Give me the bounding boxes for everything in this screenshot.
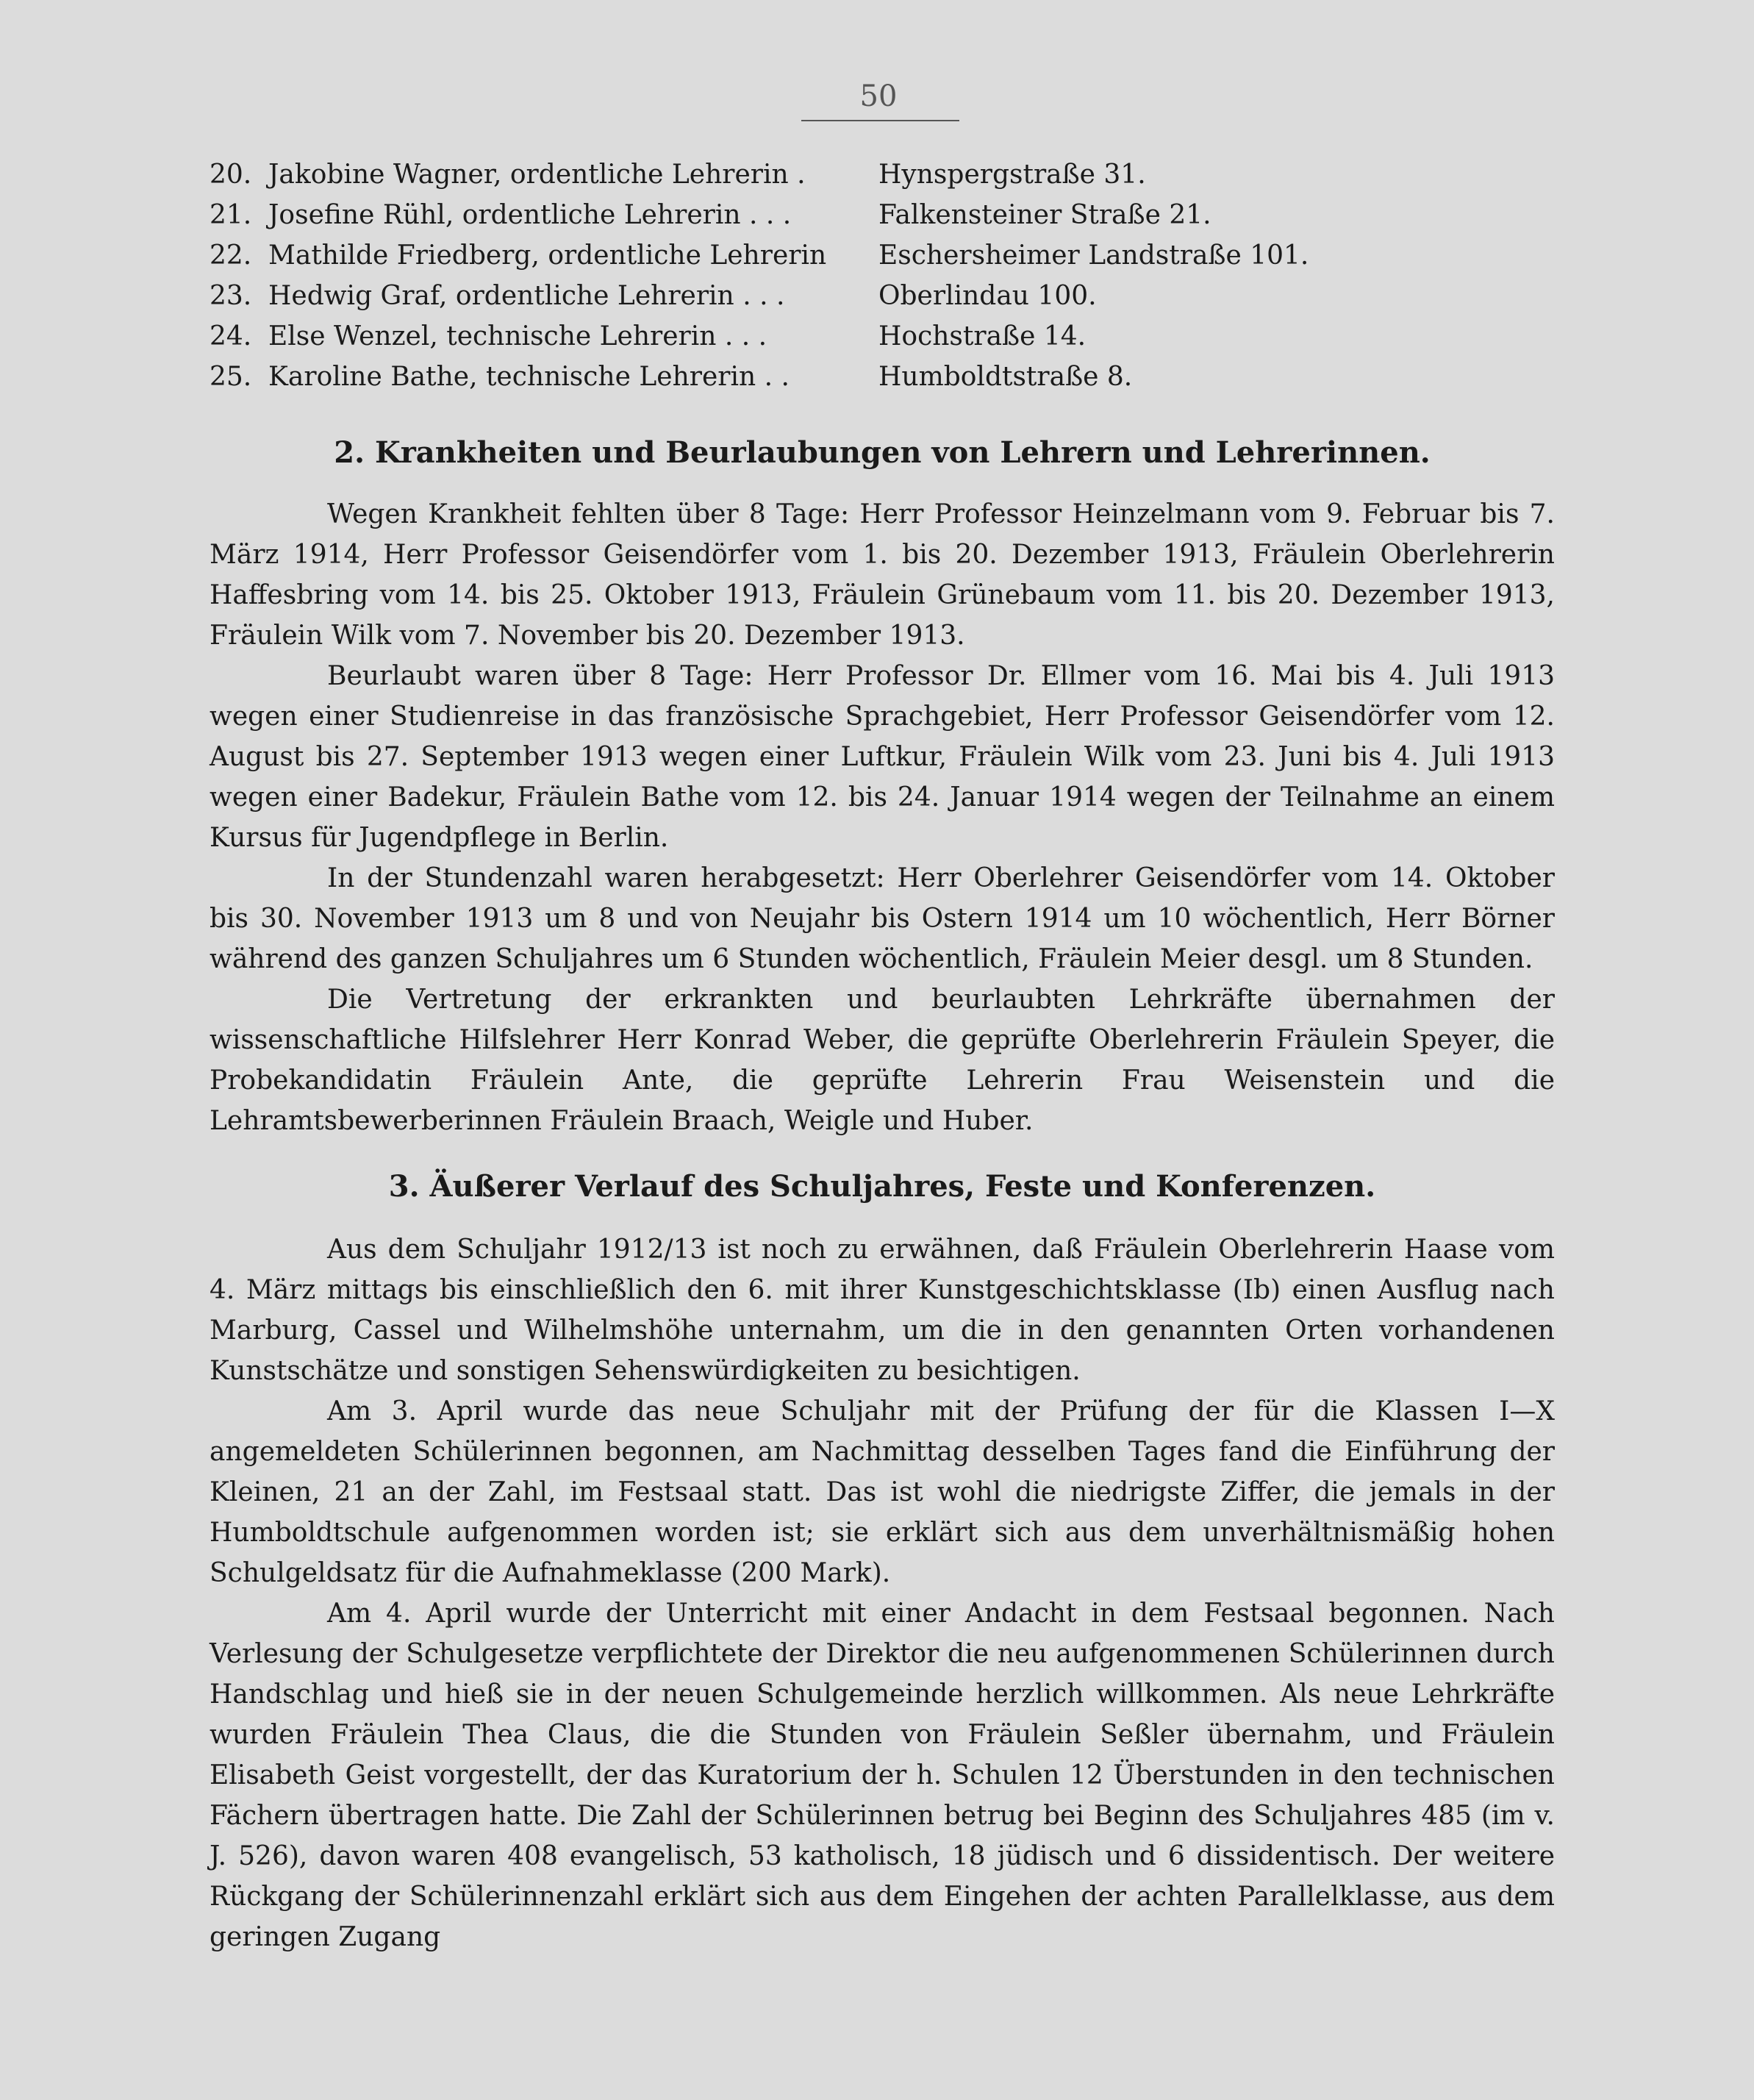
paragraph: Aus dem Schuljahr 1912/13 ist noch zu erwähnen, daß Fräulein Oberlehrerin Haase vom 4. März mittags bis einschließlich den 6. mit ihrer Kunstgeschichtsklasse (Ib) einen Ausflug nach Marburg, Cassel und Wilhelmshöhe unternahm, um die in den genannten Orten vorhandenen Kunstschätze und sonstigen Sehenswürdigkeiten zu besichtigen. xyxy=(210,1235,1555,1386)
section-2-body xyxy=(210,494,1555,1141)
paragraph: Am 4. April wurde der Unterricht mit einer Andacht in dem Festsaal begonnen. Nach Verlesung der Schulgesetze verpflichtete der Direktor die neu aufgenommenen Schülerinnen durch Handschlag und hieß sie in der neuen Schulgemeinde herzlich willkommen. Als neue Lehrkräfte wurden Fräulein Thea Claus, die die Stunden von Fräulein Seßler übernahm, und Fräulein Elisabeth Geist vorgestellt, der das Kuratorium der h. Schulen 12 Überstunden in den technischen Fächern übertragen hatte. Die Zahl der Schülerinnen betrug bei Beginn des Schuljahres 485 (im v. J. 526), davon waren 408 evangelisch, 53 katholisch, 18 jüdisch und 6 dissidentisch. Der weitere Rückgang der Schülerinnenzahl erklärt sich aus dem Eingehen der achten Parallelklasse, aus dem geringen Zugang xyxy=(210,1599,1555,1952)
staff-name: Mathilde Friedberg, ordentliche Lehrerin xyxy=(268,240,827,271)
staff-name: Jakobine Wagner, ordentliche Lehrerin . xyxy=(268,160,806,190)
staff-number: 24. xyxy=(210,321,252,351)
paragraph: Beurlaubt waren über 8 Tage: Herr Professor Dr. Ellmer vom 16. Mai bis 4. Juli 1913 wegen einer Studienreise in das französische Sprachgebiet, Herr Professor Geisendörfer vom 12. August bis 27. September 1913 wegen einer Luftkur, Fräulein Wilk vom 23. Juni bis 4. Juli 1913 wegen einer Badekur, Fräulein Bathe vom 12. bis 24. Januar 1914 wegen der Teilnahme an einem Kursus für Jugendpflege in Berlin. xyxy=(210,661,1555,853)
paragraph: Die Vertretung der erkrankten und beurlaubten Lehrkräfte übernahmen der wissenschaftliche Hilfslehrer Herr Konrad Weber, die geprüfte Oberlehrerin Fräulein Speyer, die Probekandidatin Fräulein Ante, die geprüfte Lehrerin Frau Weisenstein und die Lehramtsbewerberinnen Fräulein Braach, Weigle und Huber. xyxy=(210,985,1555,1136)
staff-number: 20. xyxy=(210,160,252,190)
page-number-rule xyxy=(801,120,959,121)
staff-list-item xyxy=(210,316,1592,357)
staff-list-item xyxy=(210,235,1592,276)
staff-list-item xyxy=(210,195,1592,235)
staff-number: 25. xyxy=(210,362,252,392)
paragraph: Wegen Krankheit fehlten über 8 Tage: Herr Professor Heinzelmann vom 9. Februar bis 7. März 1914, Herr Professor Geisendörfer vom 1. bis 20. Dezember 1913, Fräulein Oberlehrerin Haffesbring vom 14. bis 25. Oktober 1913, Fräulein Grünebaum vom 11. bis 20. Dezember 1913, Fräulein Wilk vom 7. November bis 20. Dezember 1913. xyxy=(210,499,1555,651)
staff-address: Hynspergstraße 31. xyxy=(878,160,1146,190)
staff-name: Josefine Rühl, ordentliche Lehrerin . . . xyxy=(268,200,792,230)
staff-address: Falkensteiner Straße 21. xyxy=(878,200,1211,230)
paragraph: In der Stundenzahl waren herabgesetzt: Herr Oberlehrer Geisendörfer vom 14. Oktober bis 30. November 1913 um 8 und von Neujahr bis Ostern 1914 um 10 wöchentlich, Herr Börner während des ganzen Schuljahres um 6 Stunden wöchentlich, Fräulein Meier desgl. um 8 Stunden. xyxy=(210,863,1555,974)
staff-list-item xyxy=(210,357,1592,397)
paragraph: Am 3. April wurde das neue Schuljahr mit der Prüfung der für die Klassen I—X angemeldeten Schülerinnen begonnen, am Nachmittag desselben Tages fand die Einführung der Kleinen, 21 an der Zahl, im Festsaal statt. Das ist wohl die niedrigste Ziffer, die jemals in der Humboldtschule aufgenommen worden ist; sie erklärt sich aus dem unverhältnismäßig hohen Schulgeldsatz für die Aufnahmeklasse (200 Mark). xyxy=(210,1396,1555,1588)
staff-address: Eschersheimer Landstraße 101. xyxy=(878,240,1309,271)
staff-address: Oberlindau 100. xyxy=(878,281,1097,311)
section-3-heading: 3. Äußerer Verlauf des Schuljahres, Feste und Konferenzen. xyxy=(388,1169,1376,1204)
page-number: 50 xyxy=(859,79,898,113)
staff-address: Humboldtstraße 8. xyxy=(878,362,1133,392)
staff-list-item xyxy=(210,276,1592,316)
section-2-heading: 2. Krankheiten und Beurlaubungen von Lehrern und Lehrerinnen. xyxy=(334,435,1431,470)
staff-list xyxy=(210,154,1592,397)
staff-address: Hochstraße 14. xyxy=(878,321,1087,351)
staff-number: 21. xyxy=(210,200,252,230)
staff-name: Hedwig Graf, ordentliche Lehrerin . . . xyxy=(268,281,785,311)
staff-list-item xyxy=(210,154,1592,195)
staff-number: 23. xyxy=(210,281,252,311)
staff-name: Karoline Bathe, technische Lehrerin . . xyxy=(268,362,790,392)
staff-name: Else Wenzel, technische Lehrerin . . . xyxy=(268,321,767,351)
section-3-body xyxy=(210,1229,1555,1957)
staff-number: 22. xyxy=(210,240,252,271)
